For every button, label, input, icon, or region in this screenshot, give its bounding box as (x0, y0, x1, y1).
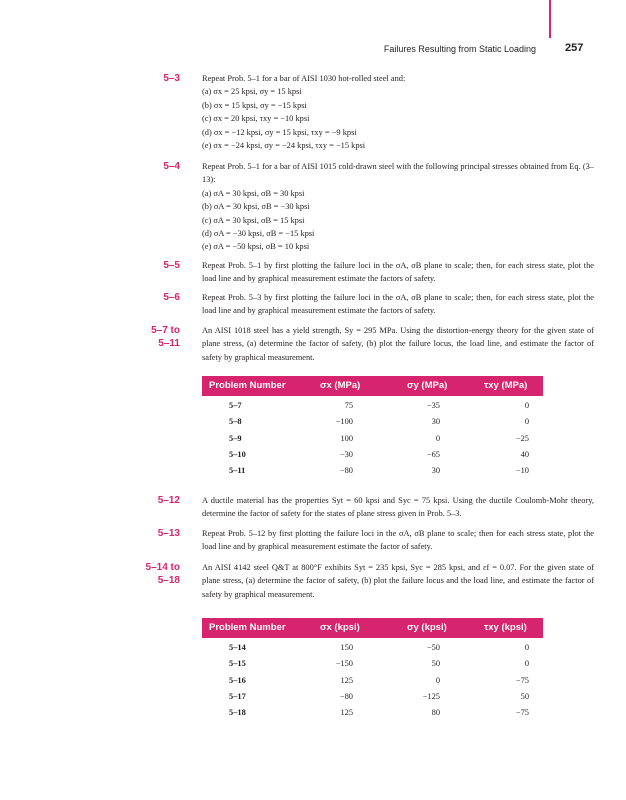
cell-sigma-y: 30 (431, 417, 440, 427)
cell-tau-xy: 0 (524, 659, 529, 669)
problem-part: (a) σA = 30 kpsi, σB = 30 kpsi (202, 188, 305, 198)
problem-statement: Repeat Prob. 5–1 for a bar of AISI 1030 hot-rolled steel and: (202, 74, 406, 83)
problem-text (202, 291, 594, 318)
cell-sigma-x: −150 (335, 659, 353, 669)
cell-tau-xy: 0 (524, 643, 529, 652)
problem-text (202, 72, 594, 152)
cell-problem: 5–9 (229, 433, 242, 443)
problem-part: (b) σx = 15 kpsi, σy = −15 kpsi (202, 100, 307, 110)
cell-tau-xy: −10 (515, 466, 529, 476)
cell-problem: 5–11 (229, 466, 246, 476)
cell-sigma-x: −100 (335, 417, 353, 427)
header-sigma-x: σx (MPa) (320, 380, 361, 391)
problem-text (202, 160, 594, 254)
table-row (202, 674, 543, 690)
cell-sigma-y: 80 (431, 708, 440, 718)
cell-sigma-y: 30 (431, 466, 440, 476)
problem-statement: Repeat Prob. 5–1 for a bar of AISI 1015 cold-drawn steel with the following principal stresses obtained from Eq. (3–13): (202, 162, 594, 185)
header-problem-number: Problem Number (209, 380, 286, 391)
cell-problem: 5–10 (229, 449, 246, 459)
cell-sigma-y: −50 (426, 643, 440, 652)
problem-part: (c) σx = 20 kpsi, τxy = −10 kpsi (202, 114, 310, 124)
table-row (202, 432, 543, 448)
header-problem-number: Problem Number (209, 622, 286, 633)
problem-statement: Repeat Prob. 5–1 by first plotting the failure loci in the σA, σB plane to scale; then, for each stress state, plot the load line and by graphical measurement estimate the factors of safety. (202, 261, 594, 284)
problem-statement: Repeat Prob. 5–3 by first plotting the failure loci in the σA, σB plane to scale; then, for each stress state, plot the load line and by graphical measurement estimate the factors of safety. (202, 293, 594, 316)
header-sigma-y: σy (MPa) (407, 380, 448, 391)
table-row (202, 464, 543, 480)
header-sigma-y: σy (kpsi) (407, 622, 447, 633)
cell-tau-xy: −25 (515, 433, 529, 443)
problem-part: (c) σA = 30 kpsi, σB = 15 kpsi (202, 215, 305, 225)
cell-sigma-y: −35 (426, 401, 440, 410)
problem-number-line: 5–18 (157, 575, 180, 586)
problem-statement: A ductile material has the properties Syt = 60 kpsi and Syc = 75 kpsi. Using the ductile Coulomb-Mohr theory, determine the factor of safety for the states of plane stress given in Prob. 5–3. (202, 496, 594, 519)
header-tau-xy: τxy (kpsi) (484, 622, 527, 633)
problem-number: 5–3 (163, 73, 180, 84)
problem-part: (e) σx = −24 kpsi, σy = −24 kpsi, τxy = −15 kpsi (202, 141, 366, 151)
cell-problem: 5–18 (229, 708, 246, 718)
running-head: Failures Resulting from Static Loading (383, 44, 536, 54)
cell-sigma-y: −65 (426, 449, 440, 459)
table-row (202, 641, 543, 657)
cell-tau-xy: 0 (524, 417, 529, 427)
problem-number: 5–12 (157, 495, 180, 506)
cell-sigma-x: −80 (339, 691, 353, 701)
cell-sigma-x: −80 (339, 466, 353, 476)
cell-sigma-y: 50 (431, 659, 440, 669)
problem-statement: An AISI 1018 steel has a yield strength, Sy = 295 MPa. Using the distortion-energy theory for the given state of plane stress, (a) determine the factor of safety, (b) plot the failure locus, the load line, and estimate the factor of safety by graphical measurement. (202, 326, 594, 362)
cell-sigma-x: 100 (340, 433, 353, 443)
problem-number-line: 5–14 to (145, 562, 180, 573)
cell-sigma-x: 150 (340, 643, 353, 652)
problem-text (202, 259, 594, 286)
problem-statement: An AISI 4142 steel Q&T at 800°F exhibits Syt = 235 kpsi, Syc = 285 kpsi, and εf = 0.07. For the given state of plane stress, (a) determine the factor of safety, (b) plot the failure locus and the load line, and estimate the factor of safety by graphical measurement. (202, 563, 594, 599)
cell-sigma-x: 75 (344, 401, 353, 410)
cell-tau-xy: −75 (515, 675, 529, 685)
table-row (202, 690, 543, 706)
header-rule (549, 0, 551, 38)
problem-part: (d) σA = −30 kpsi, σB = −15 kpsi (202, 229, 315, 239)
problem-number (151, 324, 180, 350)
cell-problem: 5–14 (229, 643, 246, 652)
problem-number: 5–5 (163, 260, 180, 271)
problem-part: (e) σA = −50 kpsi, σB = 10 kpsi (202, 242, 310, 252)
problem-text (202, 561, 594, 601)
stress-table-kpsi (202, 618, 543, 722)
cell-sigma-x: −30 (339, 449, 353, 459)
cell-tau-xy: 40 (520, 449, 529, 459)
table-row (202, 706, 543, 722)
problem-number-line: 5–11 (158, 338, 180, 349)
cell-sigma-x: 125 (340, 675, 353, 685)
problem-text (202, 527, 594, 554)
cell-tau-xy: 50 (520, 691, 529, 701)
table-header (202, 618, 543, 638)
problem-number-line: 5–7 to (151, 325, 180, 336)
table-row (202, 448, 543, 464)
table-header (202, 376, 543, 396)
stress-table-mpa (202, 376, 543, 480)
problem-text (202, 494, 594, 521)
cell-problem: 5–15 (229, 659, 246, 669)
cell-problem: 5–8 (229, 417, 242, 427)
cell-problem: 5–16 (229, 675, 246, 685)
problem-part: (a) σx = 25 kpsi, σy = 15 kpsi (202, 87, 302, 97)
cell-sigma-y: −125 (422, 691, 440, 701)
problem-part: (d) σx = −12 kpsi, σy = 15 kpsi, τxy = −9 kpsi (202, 127, 357, 137)
table-row (202, 415, 543, 431)
problem-part: (b) σA = 30 kpsi, σB = −30 kpsi (202, 202, 310, 212)
header-sigma-x: σx (kpsi) (320, 622, 360, 633)
cell-sigma-y: 0 (435, 433, 440, 443)
cell-problem: 5–17 (229, 691, 246, 701)
problem-number: 5–13 (157, 528, 180, 539)
problem-statement: Repeat Prob. 5–12 by first plotting the failure loci in the σA, σB plane to scale; then for each stress state, plot the load line and by graphical measurement estimate the factor of safety. (202, 529, 594, 552)
cell-problem: 5–7 (229, 401, 242, 410)
cell-tau-xy: −75 (515, 708, 529, 718)
cell-sigma-y: 0 (435, 675, 440, 685)
table-row (202, 657, 543, 673)
problem-number: 5–4 (163, 161, 180, 172)
problem-number (146, 561, 180, 587)
header-tau-xy: τxy (MPa) (484, 380, 528, 391)
cell-tau-xy: 0 (524, 401, 529, 410)
problem-text (202, 324, 594, 364)
problem-number: 5–6 (163, 292, 180, 303)
table-row (202, 399, 543, 415)
page-number: 257 (565, 42, 584, 54)
cell-sigma-x: 125 (340, 708, 353, 718)
